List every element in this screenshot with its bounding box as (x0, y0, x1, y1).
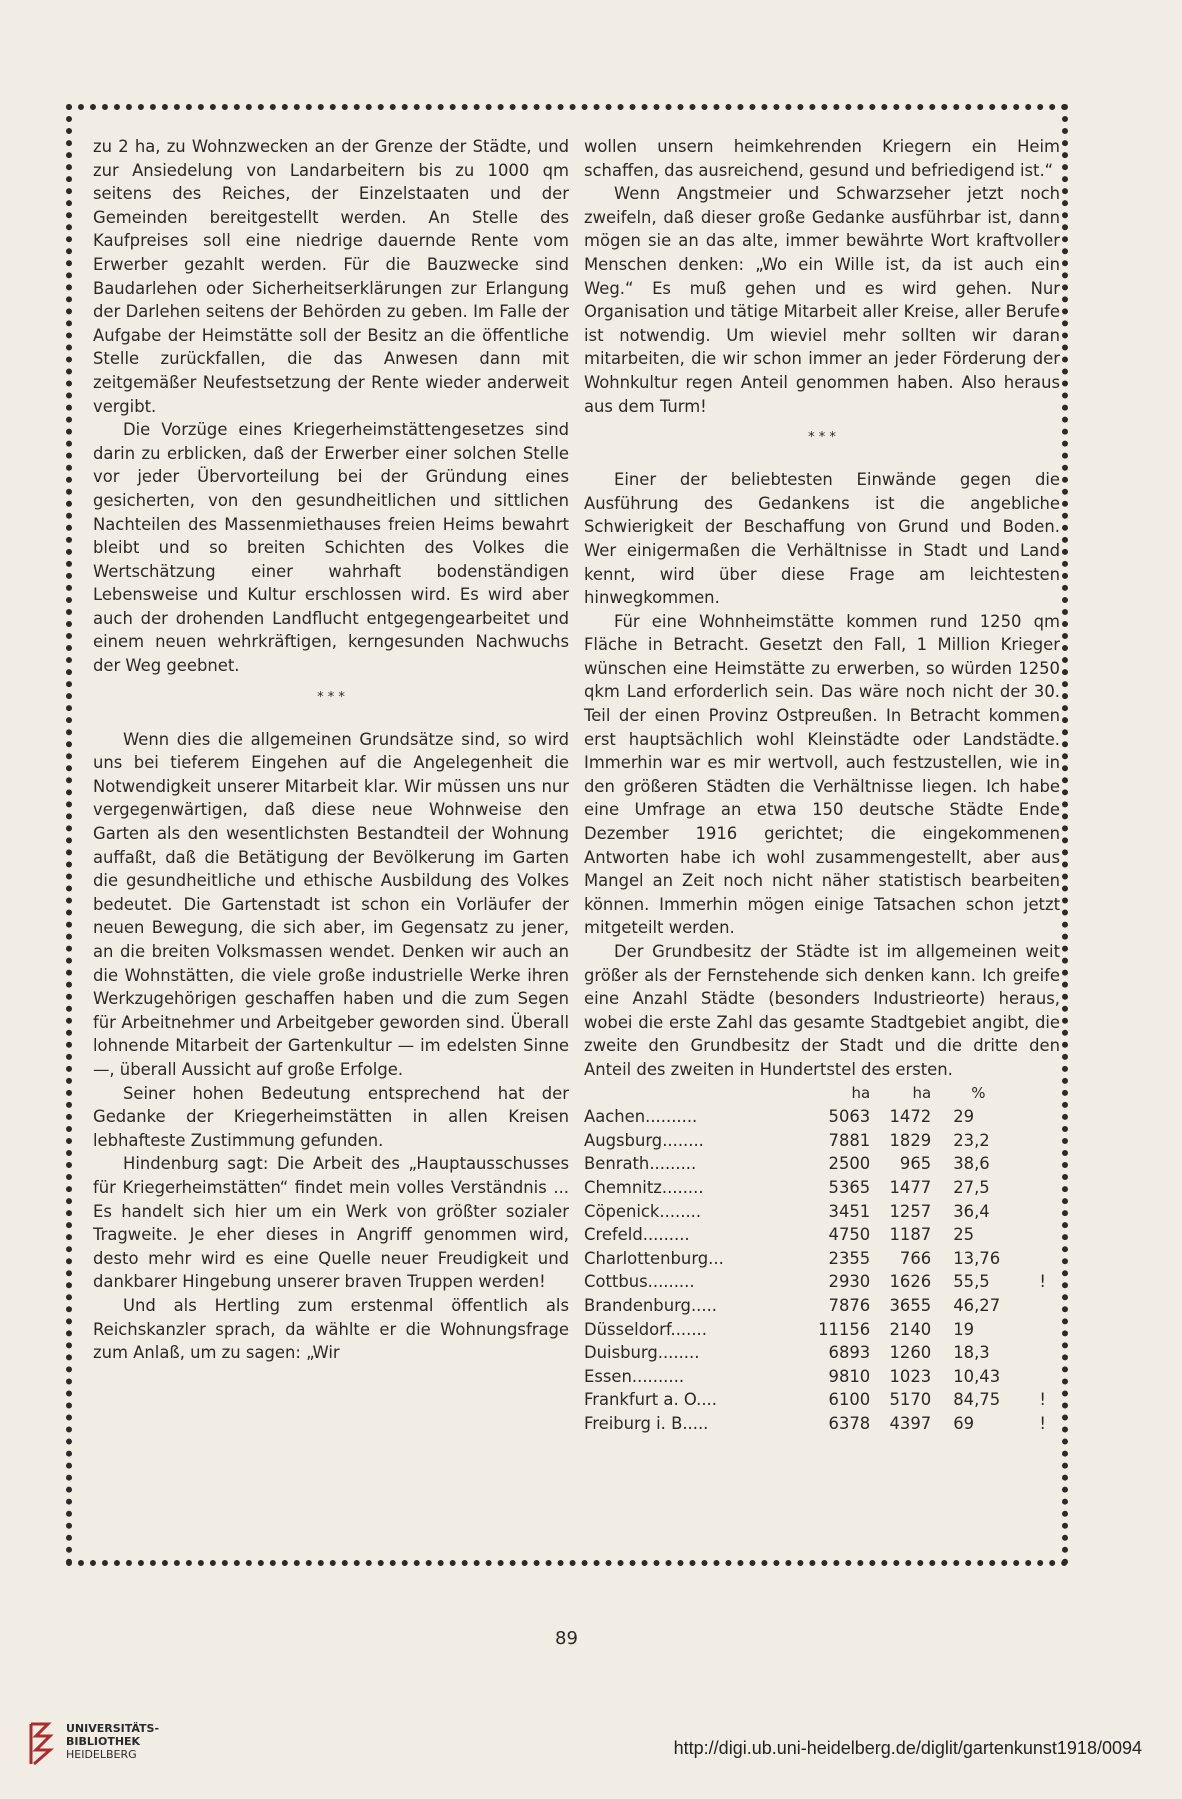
owned-cell: 1472 (889, 1107, 932, 1127)
table-row (584, 1223, 1046, 1247)
city-cell (584, 1152, 794, 1176)
leader-dots: ........ (661, 1177, 704, 1197)
leader-dots: ......... (649, 1154, 697, 1174)
city-name: Düsseldorf (584, 1319, 671, 1339)
mark-cell: ! (1039, 1390, 1046, 1410)
separator-stars: * * * (317, 689, 345, 705)
header-area: ha (851, 1083, 871, 1102)
paragraph: Der Grundbesitz der Städte ist im allgemeinen weit größer als der Fernstehende sich denken kann. Ich greife eine Anzahl Städte (besonders Industrieorte) heraus, wobei die erste Zahl das gesamte Stadtgebiet angibt, die zweite den Grundbesitz der Stadt und die dritte den Anteil des zweiten in Hundertstel des ersten. (584, 942, 1060, 1079)
city-cell (584, 1388, 794, 1412)
left-column (93, 135, 569, 1365)
paragraph: Die Vorzüge eines Kriegerheimstättengesetzes sind darin zu erblicken, daß der Erwerber einer solchen Stelle vor jeder Übervorteilung bei der Gründung eines gesicherten, von den gesundheitlichen und sittlichen Nachteilen des Massenmiethauses freien Heims bewahrt bleibt und so breiten Schichten des Volkes die Wertschätzung einer wahrhaft bodenständigen Lebensweise und Kultur erschlossen wird. Es wird aber auch der drohenden Landflucht entgegengearbeitet und einem neuen wehrkräftigen, kerngesunden Nachwuchs der Weg geebnet. (93, 420, 569, 676)
table-row (584, 1270, 1046, 1294)
area-cell: 7881 (828, 1130, 871, 1150)
table-row (584, 1247, 1046, 1271)
city-cell (584, 1294, 794, 1318)
owned-cell: 3655 (889, 1295, 932, 1315)
percent-cell: 46,27 (953, 1295, 1001, 1315)
percent-cell: 13,76 (953, 1248, 1001, 1268)
city-name: Cottbus (584, 1272, 648, 1292)
area-cell: 3451 (828, 1201, 871, 1221)
library-name: UNIVERSITÄTS- BIBLIOTHEK HEIDELBERG (66, 1722, 160, 1761)
paragraph: Und als Hertling zum erstenmal öffentlich als Reichskanzler sprach, da wählte er die Wohnungsfrage zum Anlaß, um zu sagen: „Wir (93, 1295, 569, 1363)
city-name: Chemnitz (584, 1177, 662, 1197)
header-owned: ha (912, 1083, 932, 1102)
mark-cell (1032, 1152, 1046, 1176)
mark-cell (1032, 1294, 1046, 1318)
paragraph: Wenn dies die allgemeinen Grundsätze sind, so wird uns bei tieferem Eingehen auf die Angelegenheit die Notwendigkeit unserer Mitarbeit klar. Wir müssen uns nur vergegenwärtigen, daß diese neue Wohnweise den Garten als den wesentlichsten Bestandteil der Wohnung auffaßt, daß die Betätigung der Bevölkerung im Garten die gesundheitliche und ethische Ausbildung des Volkes bedeutet. Die Gartenstadt ist schon ein Vorläufer der neuen Bewegung, die sich aber, im Gegensatz zu jener, an die breiten Volksmassen wendet. Denken wir auch an die Wohnstätten, die viele große industrielle Werke ihren Werkzugehörigen geschaffen haben und die zum Segen für Arbeitnehmer und Arbeitgeber geworden sind. Überall lohnende Mitarbeit der Gartenkultur — im edelsten Sinne —, überall Aussicht auf große Erfolge. (93, 729, 569, 1079)
table-row (584, 1176, 1046, 1200)
table-row (584, 1105, 1046, 1129)
section-separator (584, 432, 1060, 444)
city-name: Crefeld (584, 1225, 643, 1245)
right-column (584, 135, 1060, 1435)
paragraph: wollen unsern heimkehrenden Kriegern ein Heim schaffen, das ausreichend, gesund und befriedigend ist.“ (584, 137, 1060, 180)
mark-cell (1032, 1341, 1046, 1365)
percent-cell: 18,3 (953, 1343, 990, 1363)
percent-cell: 69 (953, 1413, 975, 1433)
mark-cell (1032, 1129, 1046, 1153)
paragraph: Einer der beliebtesten Einwände gegen die Ausführung des Gedankens ist die angebliche Schwierigkeit der Beschaffung von Grund und Boden. Wer einigermaßen die Verhältnisse in Stadt und Land kennt, wird über diese Frage am leichtesten hinwegkommen. (584, 470, 1060, 608)
page-number: 89 (555, 1628, 578, 1649)
table-row (584, 1129, 1046, 1153)
paragraph: Für eine Wohnheimstätte kommen rund 1250 qm Fläche in Betracht. Gesetzt den Fall, 1 Million Krieger wünschen eine Heimstätte zu erwerben, so würden 1250 qkm Land erforderlich sein. Das wäre noch nicht der 30. Teil der einen Provinz Ostpreußen. In Betracht kommen erst hauptsächlich wohl Kleinstädte oder Landstädte. Immerhin war es mir wertvoll, auch festzustellen, wie in den größeren Städten die Verhältnisse liegen. Ich habe eine Umfrage an etwa 150 deutsche Städte Ende Dezember 1916 gerichtet; die eingekommenen Antworten habe ich wohl zusammengestellt, aber aus Mangel an Zeit noch nicht näher statistisch bearbeiten können. Immerhin mögen einige Tatsachen schon jetzt mitgeteilt werden. (584, 611, 1060, 938)
leader-dots: ..... (690, 1295, 718, 1315)
table-row (584, 1365, 1046, 1389)
area-cell: 6893 (828, 1343, 871, 1363)
percent-cell: 84,75 (953, 1390, 1001, 1410)
owned-cell: 1829 (889, 1130, 932, 1150)
owned-cell: 1257 (889, 1201, 932, 1221)
owned-cell: 4397 (889, 1413, 932, 1433)
mark-cell (1032, 1365, 1046, 1389)
city-cell (584, 1200, 794, 1224)
mark-cell (1032, 1318, 1046, 1342)
city-cell (584, 1365, 794, 1389)
owned-cell: 1626 (889, 1272, 932, 1292)
city-cell (584, 1270, 794, 1294)
city-cell (584, 1341, 794, 1365)
percent-cell: 38,6 (953, 1154, 990, 1174)
city-cell (584, 1318, 794, 1342)
owned-cell: 1023 (889, 1366, 932, 1386)
city-cell (584, 1129, 794, 1153)
city-name: Aachen (584, 1107, 646, 1127)
area-cell: 7876 (828, 1295, 871, 1315)
city-name: Cöpenick (584, 1201, 660, 1221)
leader-dots: ........ (657, 1343, 700, 1363)
leader-dots: ........ (659, 1201, 702, 1221)
table-body (584, 1105, 1046, 1435)
source-url[interactable]: http://digi.ub.uni-heidelberg.de/diglit/gartenkunst1918/0094 (673, 1738, 1142, 1758)
area-cell: 6378 (828, 1413, 871, 1433)
percent-cell: 23,2 (953, 1130, 990, 1150)
percent-cell: 25 (953, 1225, 975, 1245)
table-row (584, 1294, 1046, 1318)
mark-cell (1032, 1176, 1046, 1200)
area-cell: 2500 (828, 1154, 871, 1174)
percent-cell: 19 (953, 1319, 975, 1339)
owned-cell: 1477 (889, 1177, 932, 1197)
area-cell: 6100 (828, 1390, 871, 1410)
owned-cell: 766 (899, 1248, 932, 1268)
leader-dots: .... (687, 1413, 709, 1433)
table-header-row (584, 1082, 1046, 1106)
paragraph: Seiner hohen Bedeutung entsprechend hat der Gedanke der Kriegerheimstätten in allen Kreisen lebhafteste Zustimmung gefunden. (93, 1083, 569, 1150)
owned-cell: 5170 (889, 1390, 932, 1410)
percent-cell: 55,5 (953, 1272, 990, 1292)
table-row (584, 1412, 1046, 1436)
percent-cell: 27,5 (953, 1177, 990, 1197)
city-name: Brandenburg (584, 1295, 691, 1315)
paragraph: zu 2 ha, zu Wohnzwecken an der Grenze der Städte, und zur Ansiedelung von Landarbeitern bis zu 1000 qm seitens des Reiches, der Einzelstaaten und der Gemeinden bereitgestellt werden. An Stelle des Kaufpreises soll eine niedrige dauernde Rente vom Erwerber gezahlt werden. Für die Bauzwecke sind Baudarlehen oder Sicherheitserklärungen zur Erlangung der Darlehen seitens der Behörden zu geben. Im Falle der Aufgabe der Heimstätte soll der Besitz an die öffentliche Stelle zurückfallen, die das Anwesen dann mit zeitgemäßer Neufestsetzung der Rente wieder anderweit vergibt. (93, 137, 569, 416)
city-cell (584, 1412, 794, 1436)
mark-cell: ! (1039, 1413, 1046, 1433)
mark-cell (1032, 1105, 1046, 1129)
table-row (584, 1318, 1046, 1342)
owned-cell: 2140 (889, 1319, 932, 1339)
library-emblem-icon (28, 1722, 54, 1766)
percent-cell: 10,43 (953, 1366, 1001, 1386)
owned-cell: 1260 (889, 1343, 932, 1363)
area-cell: 11156 (818, 1319, 871, 1339)
city-name: Augsburg (584, 1130, 663, 1150)
paragraph: Wenn Angstmeier und Schwarzseher jetzt noch zweifeln, daß dieser große Gedanke ausführbar ist, dann mögen sie an das alte, immer bewährte Wort kraftvoller Menschen denken: „Wo ein Wille ist, da ist auch ein Weg.“ Es muß gehen und es wird gehen. Nur Organisation und tätige Mitarbeit aller Kreise, aller Berufe ist notwendig. Um wieviel mehr sollten wir daran mitarbeiten, die wir schon immer an jeder Förderung der Wohnkultur regen Anteil genommen haben. Also heraus aus dem Turm! (584, 184, 1060, 416)
mark-cell (1032, 1247, 1046, 1271)
owned-cell: 1187 (889, 1225, 932, 1245)
mark-cell (1032, 1200, 1046, 1224)
leader-dots: .......... (631, 1366, 685, 1386)
percent-cell: 36,4 (953, 1201, 990, 1221)
table-row (584, 1341, 1046, 1365)
mark-cell (1032, 1223, 1046, 1247)
separator-stars: * * * (808, 430, 836, 446)
city-name: Benrath (584, 1154, 650, 1174)
leader-dots: ........ (662, 1130, 704, 1150)
leader-dots: ... (708, 1248, 724, 1268)
city-name: Frankfurt a. O. (584, 1390, 702, 1410)
table-row (584, 1152, 1046, 1176)
city-name: Duisburg (584, 1343, 658, 1363)
city-land-table (584, 1082, 1046, 1436)
header-percent: % (971, 1083, 986, 1102)
percent-cell: 29 (953, 1107, 975, 1127)
owned-cell: 965 (899, 1154, 932, 1174)
table-row (584, 1388, 1046, 1412)
table-row (584, 1200, 1046, 1224)
area-cell: 5063 (828, 1107, 871, 1127)
city-cell (584, 1247, 794, 1271)
city-name: Charlottenburg (584, 1248, 709, 1268)
library-logo (28, 1722, 159, 1766)
leader-dots: ......... (642, 1225, 690, 1245)
city-name: Freiburg i. B. (584, 1413, 688, 1433)
area-cell: 4750 (828, 1225, 871, 1245)
city-name: Essen (584, 1366, 632, 1386)
city-cell (584, 1176, 794, 1200)
city-cell (584, 1105, 794, 1129)
leader-dots: .......... (645, 1107, 698, 1127)
paragraph: Hindenburg sagt: Die Arbeit des „Hauptausschusses für Kriegerheimstätten“ findet mein volles Verständnis ... Es handelt sich hier um ein Werk von größter sozialer Tragweite. Je eher dieses in Angriff genommen wird, desto mehr wird es eine Quelle neuer Freudigkeit und dankbarer Hingebung unserer braven Truppen werden! (93, 1154, 569, 1292)
city-cell (584, 1223, 794, 1247)
mark-cell: ! (1039, 1272, 1046, 1292)
area-cell: 2930 (828, 1272, 871, 1292)
section-separator (93, 689, 569, 705)
leader-dots: ....... (670, 1319, 707, 1339)
area-cell: 2355 (828, 1248, 871, 1268)
leader-dots: ... (701, 1390, 717, 1410)
area-cell: 9810 (828, 1366, 871, 1386)
leader-dots: ......... (647, 1272, 695, 1292)
area-cell: 5365 (828, 1177, 871, 1197)
